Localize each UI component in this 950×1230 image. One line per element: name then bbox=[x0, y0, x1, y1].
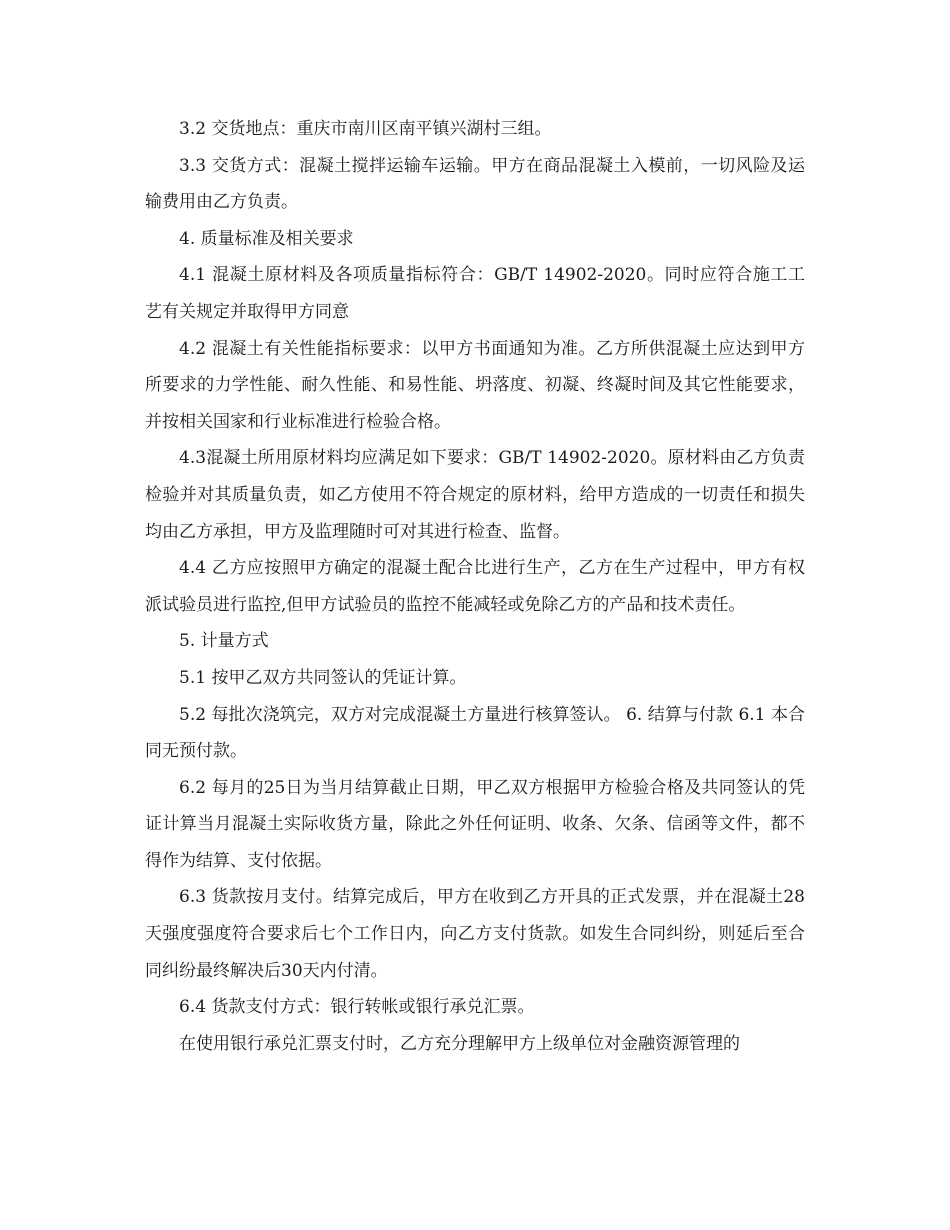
paragraph-6-4-continued: 在使用银行承兑汇票支付时，乙方充分理解甲方上级单位对金融资源管理的 bbox=[179, 1033, 740, 1054]
paragraph-3-2: 3.2 交货地点：重庆市南川区南平镇兴湖村三组。 bbox=[179, 119, 552, 139]
paragraph-4-2: 4.2 混凝土有关性能指标要求：以甲方书面通知为准。乙方所供混凝土应达到甲方所要求的力学性能、耐久性能、和易性能、坍落度、初凝、终凝时间及其它性能要求，并按相关国家和行业标准进行检验合格。 bbox=[145, 338, 805, 432]
paragraph-6-2: 6.2 每月的25日为当月结算截止日期，甲乙双方根据甲方检验合格及共同签认的凭证计算当月混凝土实际收货方量，除此之外任何证明、收条、欠条、信函等文件，都不得作为结算、支付依据。 bbox=[145, 777, 805, 871]
paragraph-6-3: 6.3 货款按月支付。结算完成后，甲方在收到乙方开具的正式发票，并在混凝土28天强度强度符合要求后七个工作日内，向乙方支付货款。如发生合同纠纷，则延后至合同纠纷最终解决后30天内付清。 bbox=[145, 887, 805, 981]
paragraph-5-1: 5.1 按甲乙双方共同签认的凭证计算。 bbox=[179, 667, 467, 688]
section-heading-5: 5. 计量方式 bbox=[179, 631, 269, 652]
section-heading-4: 4. 质量标准及相关要求 bbox=[179, 228, 354, 249]
paragraph-3-3: 3.3 交货方式：混凝土搅拌运输车运输。甲方在商品混凝土入模前，一切风险及运输费用由乙方负责。 bbox=[145, 155, 805, 213]
paragraph-6-4: 6.4 货款支付方式：银行转帐或银行承兑汇票。 bbox=[179, 997, 535, 1018]
paragraph-4-3: 4.3混凝土所用原材料均应满足如下要求：GB/T 14902-2020。原材料由乙方负责检验并对其质量负责，如乙方使用不符合规定的原材料，给甲方造成的一切责任和损失均由乙方承担，甲方及监理随时可对其进行检查、监督。 bbox=[145, 448, 805, 542]
paragraph-4-4: 4.4 乙方应按照甲方确定的混凝土配合比进行生产，乙方在生产过程中，甲方有权派试验员进行监控,但甲方试验员的监控不能减轻或免除乙方的产品和技术责任。 bbox=[145, 558, 805, 615]
paragraph-4-1: 4.1 混凝土原材料及各项质量指标符合：GB/T 14902-2020。同时应符合施工工艺有关规定并取得甲方同意 bbox=[145, 265, 805, 322]
paragraph-5-2: 5.2 每批次浇筑完，双方对完成混凝土方量进行核算签认。 6. 结算与付款 6.1 本合同无预付款。 bbox=[145, 704, 805, 762]
document-body bbox=[145, 111, 805, 1062]
